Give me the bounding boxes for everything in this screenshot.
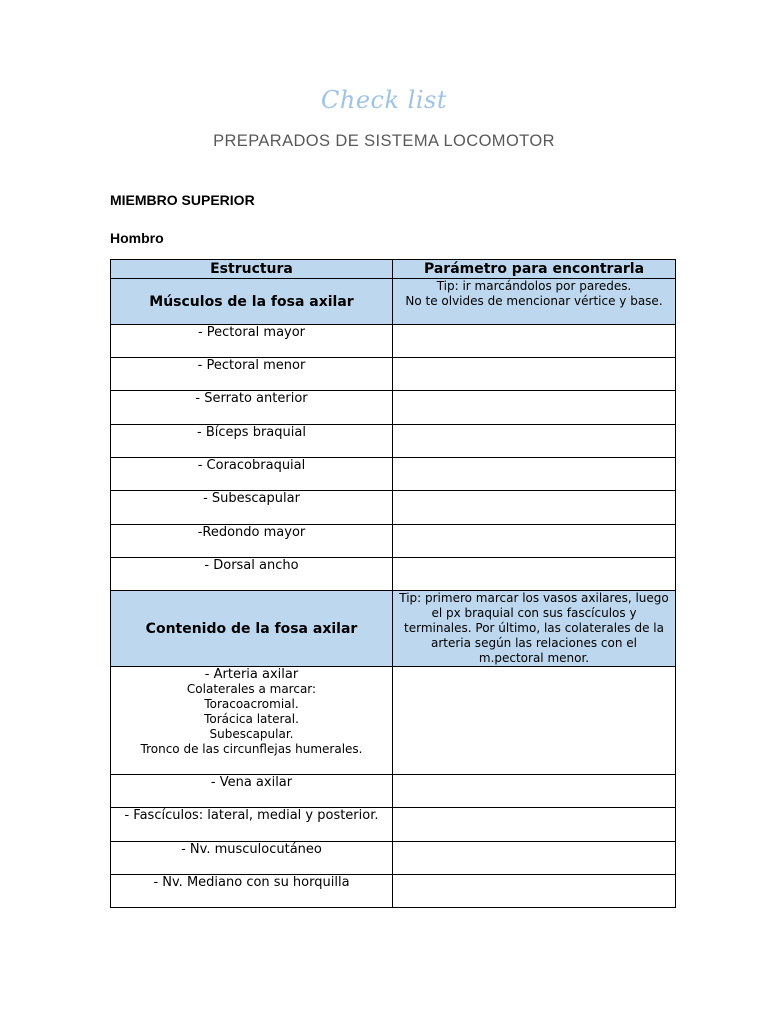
parameter-cell[interactable] xyxy=(393,842,676,875)
table-row xyxy=(111,458,676,491)
structure-cell: -Redondo mayor xyxy=(111,525,393,558)
table-header-row xyxy=(111,260,676,279)
parameter-cell[interactable] xyxy=(393,775,676,808)
table-row xyxy=(111,425,676,458)
parameter-cell[interactable] xyxy=(393,425,676,458)
table-row xyxy=(111,775,676,808)
structure-cell: - Vena axilar xyxy=(111,775,393,808)
structure-cell: - Nv. musculocutáneo xyxy=(111,842,393,875)
category-tip: Tip: primero marcar los vasos axilares, luego el px braquial con sus fascículos y terminales. Por último, las colaterales de la arteria según las relaciones con el m.pectoral menor. xyxy=(393,591,676,667)
page-subtitle: PREPARADOS DE SISTEMA LOCOMOTOR xyxy=(213,132,555,150)
structure-cell: - Dorsal ancho xyxy=(111,558,393,591)
checklist-table xyxy=(110,259,676,908)
parameter-cell[interactable] xyxy=(393,875,676,908)
parameter-cell[interactable] xyxy=(393,808,676,842)
section-heading: MIEMBRO SUPERIOR xyxy=(110,192,255,208)
category-name: Contenido de la fosa axilar xyxy=(111,591,393,667)
table-row xyxy=(111,325,676,358)
structure-cell: - Bíceps braquial xyxy=(111,425,393,458)
parameter-cell[interactable] xyxy=(393,358,676,391)
parameter-cell[interactable] xyxy=(393,558,676,591)
parameter-cell[interactable] xyxy=(393,667,676,775)
category-row xyxy=(111,591,676,667)
structure-cell: - Nv. Mediano con su horquilla xyxy=(111,875,393,908)
parameter-cell[interactable] xyxy=(393,325,676,358)
table-row xyxy=(111,808,676,842)
table-row xyxy=(111,525,676,558)
table-row xyxy=(111,391,676,425)
structure-cell: - Fascículos: lateral, medial y posterior. xyxy=(111,808,393,842)
structure-cell: - Pectoral mayor xyxy=(111,325,393,358)
header-estructura: Estructura xyxy=(111,260,393,279)
table-row xyxy=(111,875,676,908)
structure-cell: - Serrato anterior xyxy=(111,391,393,425)
structure-cell: - Pectoral menor xyxy=(111,358,393,391)
structure-cell: - Subescapular xyxy=(111,491,393,525)
structure-cell: - Arteria axilar Colaterales a marcar: Toracoacromial. Torácica lateral. Subescapular. Tronco de las circunflejas humerales. xyxy=(111,667,393,775)
category-row xyxy=(111,279,676,325)
table-row xyxy=(111,842,676,875)
table-row xyxy=(111,358,676,391)
table-row xyxy=(111,491,676,525)
parameter-cell[interactable] xyxy=(393,458,676,491)
parameter-cell[interactable] xyxy=(393,391,676,425)
table-row xyxy=(111,558,676,591)
parameter-cell[interactable] xyxy=(393,525,676,558)
parameter-cell[interactable] xyxy=(393,491,676,525)
subsection-heading: Hombro xyxy=(110,230,164,246)
table-row xyxy=(111,667,676,775)
header-parametro: Parámetro para encontrarla xyxy=(393,260,676,279)
page-title: Check list xyxy=(321,86,447,114)
structure-cell: - Coracobraquial xyxy=(111,458,393,491)
category-name: Músculos de la fosa axilar xyxy=(111,279,393,325)
category-tip: Tip: ir marcándolos por paredes. No te olvides de mencionar vértice y base. xyxy=(393,279,676,325)
